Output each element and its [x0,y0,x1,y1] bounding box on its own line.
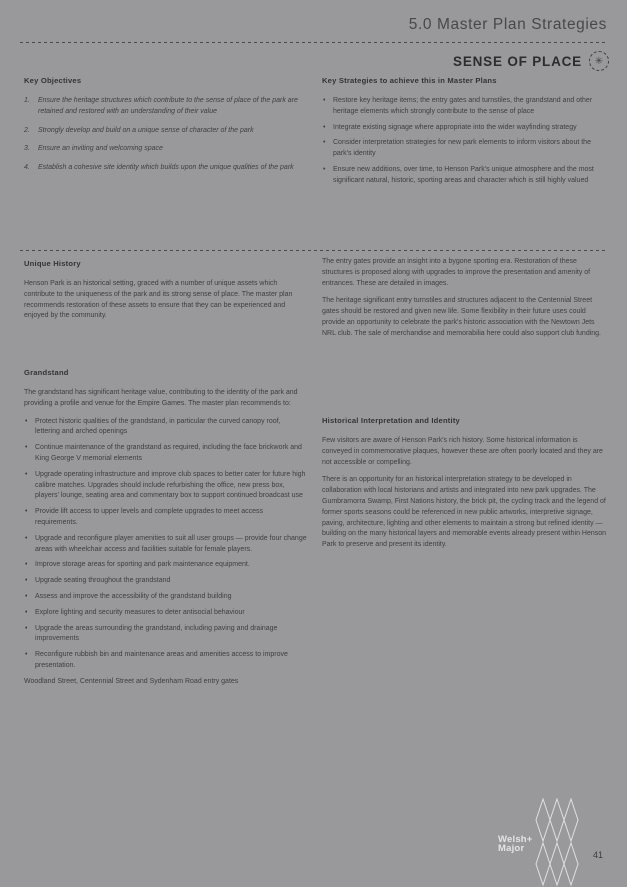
entry-gates-paragraphs [322,257,607,340]
section-title: SENSE OF PLACE [453,53,582,69]
sense-of-place-icon: ✳ [589,51,609,71]
objective-item [24,163,307,174]
header-divider [20,42,607,43]
objective-text: Strongly develop and build on a unique sense of character of the park [38,126,254,134]
grandstand-item: • Upgrade operating infrastructure and improve club spaces to better cater for future high calibre matches. Upgrades should include refurbishing the office, new press box, players' lounge, seating area and commentary box to support continued broadcast use [24,470,307,502]
unique-history-section [24,259,307,329]
entry-gates-section [322,257,607,347]
objective-number: 4. [24,164,30,172]
grandstand-intro: The grandstand has significant heritage value, contributing to the identity of the park and providing a profile and venue for the Empire Games. The master plan recommends to: [24,389,298,407]
historical-section [322,416,607,558]
grandstand-item: • Assess and improve the accessibility of the grandstand building [24,592,307,603]
grandstand-item: • Provide lift access to upper levels and complete upgrades to meet access requirements. [24,507,307,529]
strategy-item: • Ensure new additions, over time, to Henson Park's unique atmosphere and the most significant natural, historic, sporting areas and character which is still highly valued [322,165,607,187]
grandstand-section [24,368,307,695]
historical-paragraph: There is an opportunity for an historical interpretation strategy to be developed in collaboration with local historians and artists and integrated into new park upgrades. The Gumbramorra Swamp, First Nations history, the brick pit, the cycling track and the legend of former sports seasons could be referenced in new public artworks, interpretive signage, paving, architecture, lighting and other elements to maintain a strong but refined identity — building on the many historical layers and memorable events already present within Henson Park to preserve and present its identity. [322,476,607,549]
objective-item [24,126,307,137]
mid-divider [20,250,607,251]
key-objectives-section [24,76,307,182]
key-objectives-heading: Key Objectives [24,76,82,85]
objective-number: 3. [24,145,30,153]
entry-gates-paragraph: The heritage significant entry turnstiles and structures adjacent to the Centennial Street gates should be restored and given new life. Some flexibility in their future uses could provide an opportunity to celebrate the park's historic association with the Newtown Jets NRL club. The sale of merchandise and memorabilia here could also support club funding. [322,297,601,337]
key-objectives-list [24,96,307,174]
strategy-item: • Integrate existing signage where appropriate into the wider wayfinding strategy [322,123,607,134]
historical-paragraphs [322,436,607,551]
page-title: 5.0 Master Plan Strategies [408,16,607,33]
strategy-item: • Consider interpretation strategies for new park elements to inform visitors about the park's identity [322,138,607,160]
grandstand-item: • Continue maintenance of the grandstand as required, including the face brickwork and King George V memorial elements [24,443,307,465]
grandstand-list [24,417,307,672]
section-header [453,51,609,71]
grandstand-item: • Explore lighting and security measures to deter antisocial behaviour [24,608,307,619]
strategy-item: • Restore key heritage items; the entry gates and turnstiles, the grandstand and other heritage elements which strongly contribute to the sense of place [322,96,607,118]
unique-history-heading: Unique History [24,259,81,268]
historical-paragraph: Few visitors are aware of Henson Park's rich history. Some historical information is conveyed in commemorative plaques, however these are often poorly located and they are not accessible or compelling. [322,437,603,466]
key-strategies-section [322,76,607,192]
key-strategies-list [322,96,607,187]
welsh-major-logo [498,798,579,886]
logo-text [498,835,533,854]
grandstand-item: • Upgrade the areas surrounding the grandstand, including paving and drainage improvements [24,624,307,646]
grandstand-item: • Protect historic qualities of the grandstand, in particular the curved canopy roof, lettering and arched openings [24,417,307,439]
grandstand-item: • Upgrade seating throughout the grandstand [24,576,307,587]
grandstand-item: • Improve storage areas for sporting and park maintenance equipment. [24,560,307,571]
objective-text: Ensure an inviting and welcoming space [38,145,163,153]
key-strategies-heading: Key Strategies to achieve this in Master Plans [322,76,497,85]
page-number: 41 [592,850,603,860]
objective-number: 2. [24,126,30,134]
objective-item [24,144,307,155]
objective-text: Ensure the heritage structures which contribute to the sense of place of the park are retained and restored with an understanding of their value [38,97,298,115]
logo-line1: Welsh+ [498,833,533,845]
objective-number: 1. [24,97,30,104]
entry-gates-paragraph: The entry gates provide an insight into a bygone sporting era. Restoration of these structures is proposed along with upgrades to improve the presentation and amenity of entrances. These are detailed in images. [322,258,591,287]
historical-heading: Historical Interpretation and Identity [322,416,460,425]
objective-item [24,96,307,118]
objective-text: Establish a cohesive site identity which builds upon the unique qualities of the park [38,164,294,172]
logo-diamonds-icon [535,798,579,886]
unique-history-body: Henson Park is an historical setting, graced with a number of unique assets which contribute to the uniqueness of the park and its strong sense of place. The master plan recommends restoration of these assets to ensure that they can be experienced and enjoyed by the community. [24,280,293,320]
grandstand-heading: Grandstand [24,368,69,377]
grandstand-item: • Reconfigure rubbish bin and maintenance areas and amenities access to improve presentation. [24,650,307,672]
street-note: Woodland Street, Centennial Street and Sydenham Road entry gates [24,677,239,685]
logo-line2: Major [498,843,525,854]
grandstand-item: • Upgrade and reconfigure player amenities to suit all user groups — provide four change areas with wheelchair access and facilities suitable for female players. [24,534,307,556]
